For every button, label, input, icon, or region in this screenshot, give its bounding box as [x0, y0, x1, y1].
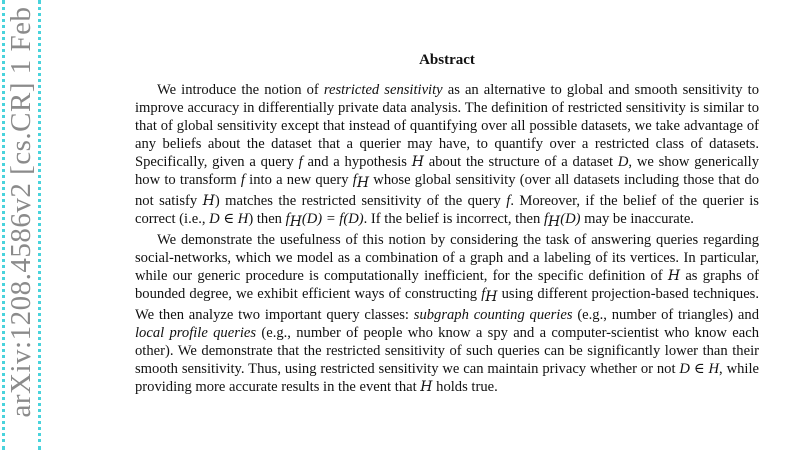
math-D: D: [617, 154, 629, 170]
abstract-paragraph-1: [135, 81, 759, 231]
p1-text: into a new query: [244, 172, 353, 188]
p1-text: and a hypothesis: [302, 154, 412, 170]
p2-emphasis-subgraph-counting-queries: subgraph counting queries: [413, 307, 573, 323]
math-hypothesis-H: H: [411, 154, 424, 170]
stamp-guide-line-right: [38, 0, 41, 450]
math-hypothesis-H: H: [202, 193, 215, 209]
abstract-paragraph-2: [135, 231, 759, 396]
math-argument-D: (D): [560, 211, 581, 227]
math-f-base: f: [481, 286, 486, 302]
math-f: f: [506, 193, 511, 209]
math-equation-fH-equals-f: [285, 211, 364, 230]
p2-text: (e.g., number of people who know a spy and a computer-scientist who know each other). We demonstrate that the restricted sensitivity of such queries can be significantly lower than their smooth sensitivity. Thus, using restricted sensitivity we can maintain privacy whether or not: [135, 325, 759, 377]
p1-emphasis-restricted-sensitivity: restricted sensitivity: [323, 82, 443, 98]
p1-text: as an alternative to global and smooth sensitivity to improve accuracy in differentially private data analysis. The definition of restricted sensitivity is similar to that of global sensitivity except that instead of quantifying over all possible datasets, we take advantage of any beliefs about the dataset that a querier may have, to quantify over a restricted class of datasets. Specifically, given a query: [135, 82, 760, 170]
p2-text: (e.g., number of triangles) and: [572, 307, 759, 323]
p2-emphasis-local-profile-queries: local profile queries: [135, 325, 257, 341]
math-subscript-H: H: [289, 214, 302, 230]
abstract-section: [135, 50, 759, 396]
p2-text: We demonstrate the usefulness of this notion by considering the task of answering queries regarding social-networks, which we model as a combination of a graph and a labeling of its vertices. In particular, while our generic procedure is computationally inefficient, for the specific definition of: [135, 232, 759, 284]
p1-text: whose global sensitivity (over all datasets including those that do not satisfy: [135, 172, 760, 209]
p1-text: . If the belief is incorrect, then: [363, 211, 544, 227]
p1-text: , we show generically how to transform: [135, 154, 760, 188]
math-f: f: [240, 172, 245, 188]
p1-text: ) matches the restricted sensitivity of the query: [214, 193, 507, 209]
math-f: f: [298, 154, 303, 170]
math-hypothesis-H: H: [420, 379, 433, 395]
math-subscript-H: H: [356, 175, 370, 191]
p2-text: as graphs of bounded degree, we exhibit efficient ways of constructing: [135, 268, 760, 302]
p2-text: using different projection-based techniques. We then analyze two important query classes:: [135, 286, 759, 323]
p1-text: about the structure of a dataset: [423, 154, 618, 170]
arxiv-identifier: arXiv:1208.4586v2 [cs.CR] 1 Feb: [5, 6, 37, 418]
math-subscript-H: H: [548, 214, 561, 230]
abstract-heading: Abstract: [419, 52, 475, 68]
math-equation-rest: (D) = f(D): [301, 211, 364, 227]
math-fH-of-D: [543, 211, 581, 230]
math-f-sub-H: [352, 172, 370, 191]
p1-text: may be inaccurate.: [580, 211, 694, 227]
math-hypothesis-H: H: [667, 268, 681, 284]
math-f-sub-H: [481, 286, 498, 305]
math-D-in-H: D ∈ H: [679, 361, 720, 377]
math-f-base: f: [352, 172, 357, 188]
p1-text: ) then: [248, 211, 286, 227]
math-D-in-H: D ∈ H: [209, 211, 249, 227]
math-f-base: f: [285, 211, 290, 227]
p2-text: holds true.: [432, 379, 498, 395]
p1-text: We introduce the notion of: [157, 82, 324, 98]
math-subscript-H: H: [485, 289, 498, 305]
p1-text: . Moreover, if the belief of the querier is correct (i.e.,: [135, 193, 759, 227]
math-f-base: f: [543, 211, 549, 227]
p2-text: , while providing more accurate results in the event that: [135, 361, 759, 395]
arxiv-side-stamp: [0, 0, 42, 450]
